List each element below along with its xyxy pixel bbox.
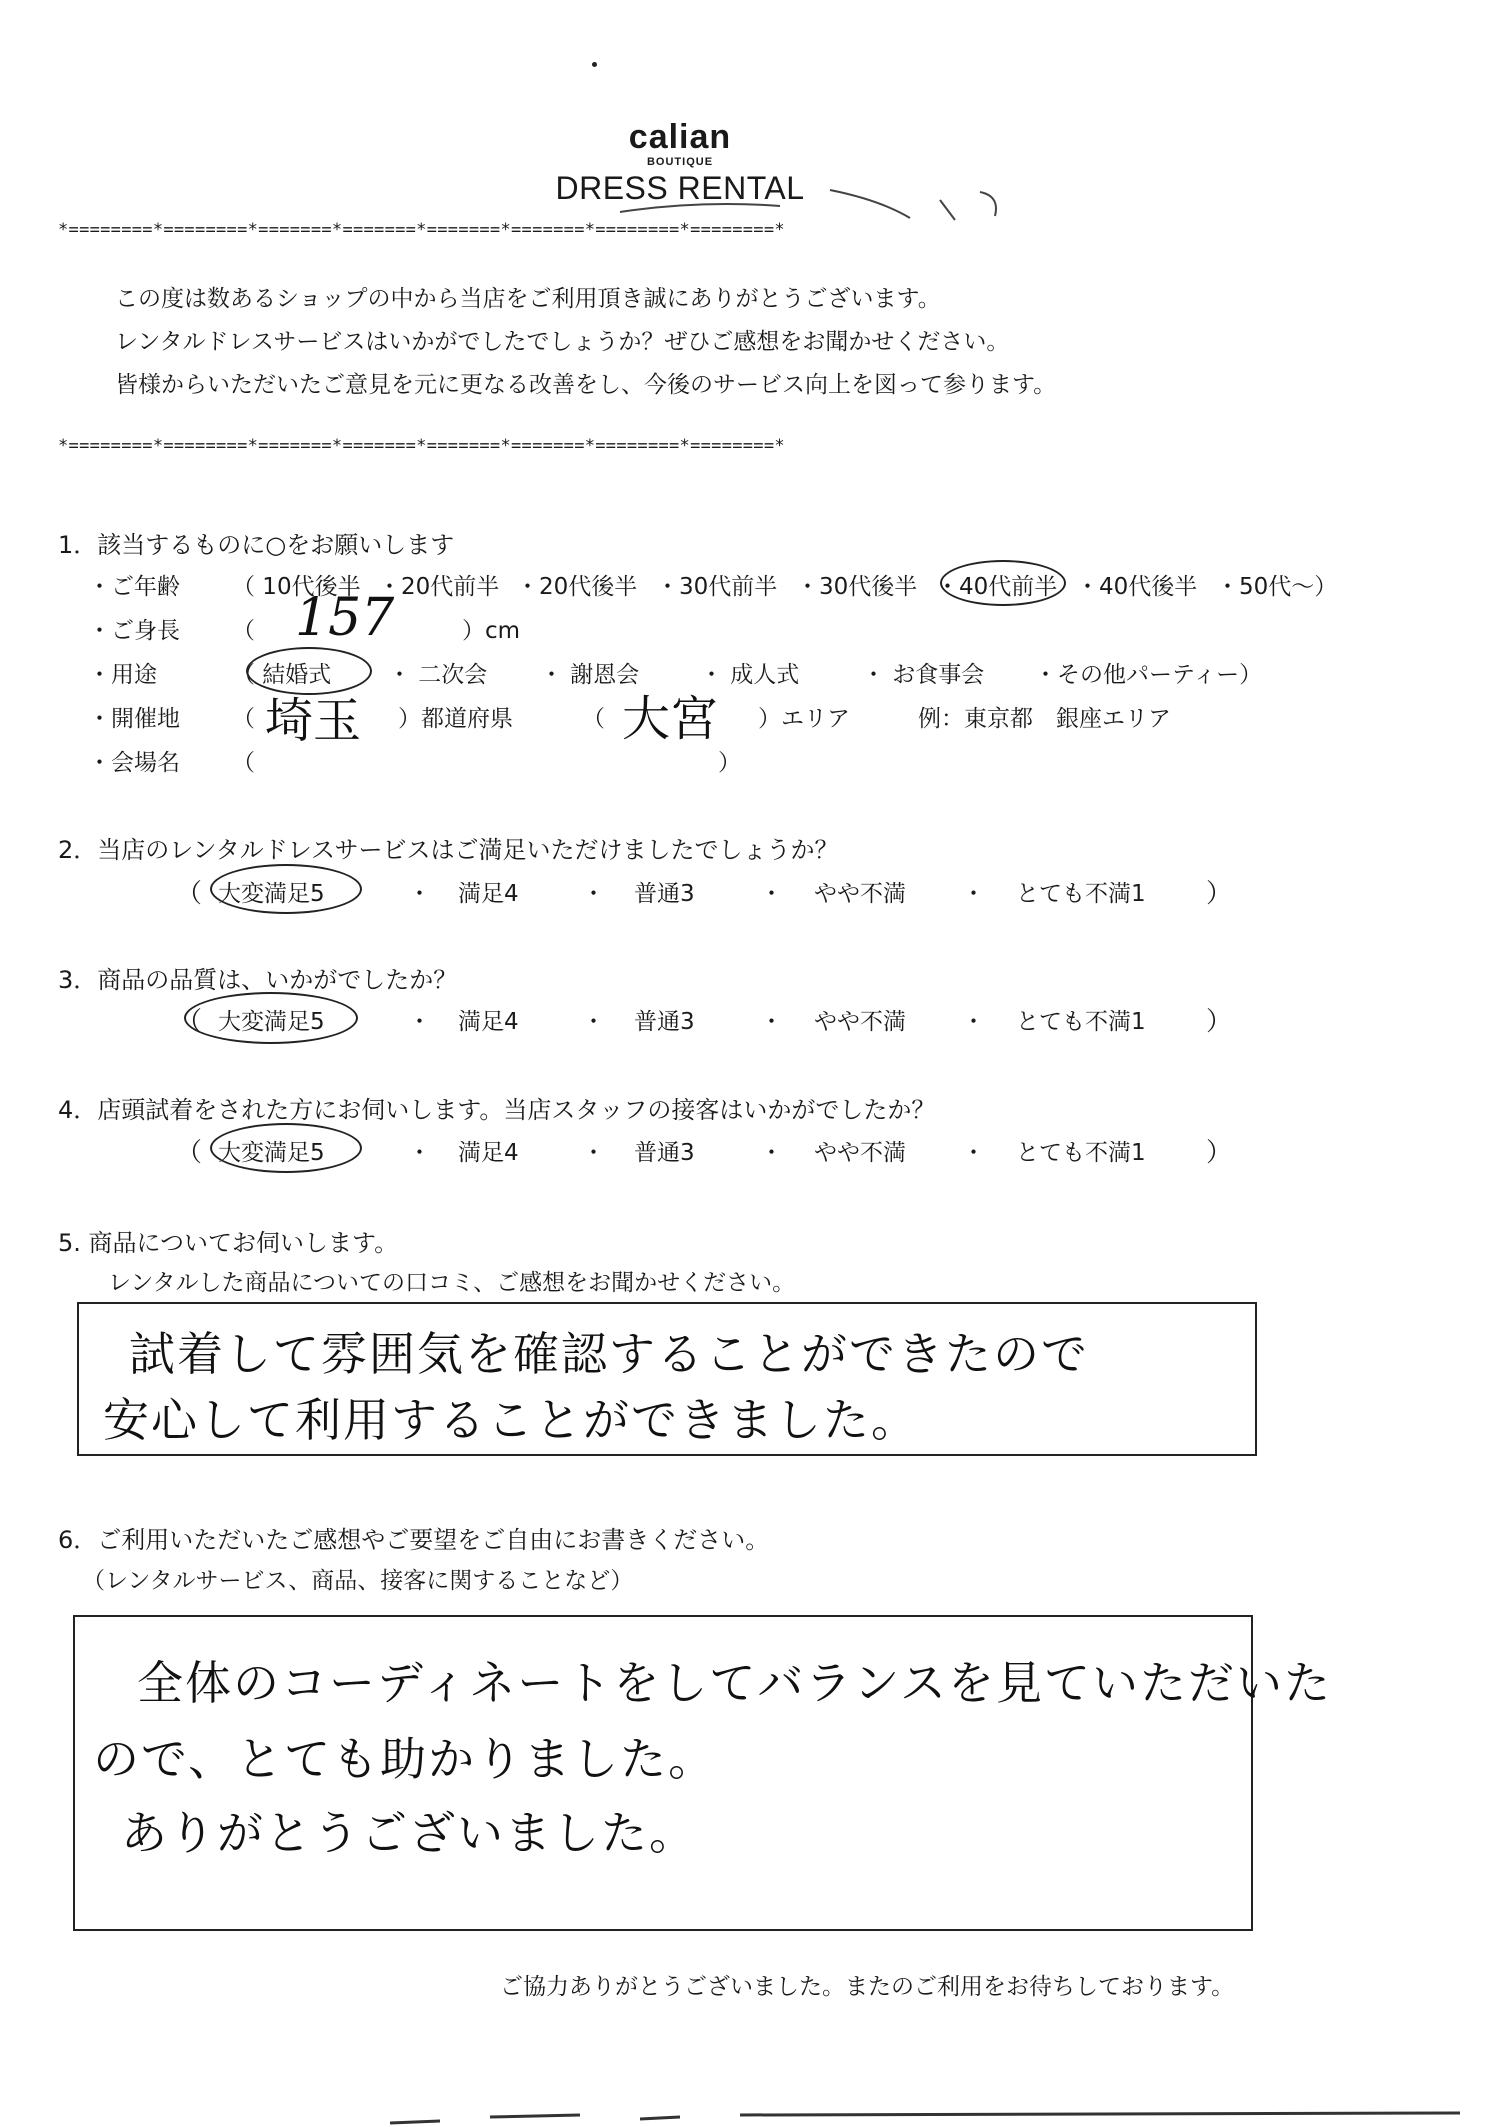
q3-separator: ・: [408, 1009, 431, 1035]
divider-bottom: *========*========*=======*=======*=======*=======*========*========*: [58, 436, 785, 456]
height-handwritten-value[interactable]: 157: [295, 588, 395, 648]
purpose-option-thank-you-party[interactable]: ・ 謝恩会: [540, 662, 640, 688]
age-option-30s-early[interactable]: ・30代前半: [656, 574, 778, 600]
height-label: ・ご身長: [88, 618, 180, 644]
q2-close-paren: ）: [1206, 879, 1233, 909]
q2-title: 2．当店のレンタルドレスサービスはご満足いただけましたでしょうか？: [58, 836, 839, 864]
q2-option-very-dissatisfied[interactable]: とても不満1: [1016, 881, 1146, 907]
divider-top: *========*========*=======*=======*=======*=======*========*========*: [58, 220, 785, 240]
q3-separator: ・: [760, 1009, 783, 1035]
q6-comment-box[interactable]: [73, 1615, 1332, 1931]
q2-option-neutral[interactable]: 普通3: [634, 881, 695, 907]
prefecture-open-paren: （: [232, 706, 255, 732]
prefecture-suffix: ）都道府県: [398, 706, 513, 732]
q4-separator: ・: [582, 1140, 605, 1166]
q3-option-very-satisfied[interactable]: 大変満足5: [218, 1009, 325, 1035]
intro-line-2: レンタルドレスサービスはいかがでしたでしょうか？ぜひご感想をお聞かせください。: [115, 329, 1010, 355]
q5-subtitle: レンタルした商品についての口コミ、ご感想をお聞かせください。: [108, 1270, 796, 1296]
height-open-paren: （: [232, 618, 255, 644]
q4-option-very-dissatisfied[interactable]: とても不満1: [1016, 1140, 1146, 1166]
q4-option-somewhat-dissatisfied[interactable]: やや不満: [814, 1140, 906, 1166]
q2-separator: ・: [408, 881, 431, 907]
q2-option-satisfied[interactable]: 満足4: [458, 881, 519, 907]
q3-option-somewhat-dissatisfied[interactable]: やや不満: [814, 1009, 906, 1035]
brand-subtitle: BOUTIQUE: [646, 156, 714, 168]
q5-comment-line-2: 安心して利用することができました。: [103, 1393, 919, 1447]
q6-comment-line-3: ありがとうございました。: [121, 1806, 697, 1860]
age-label: ・ご年齢: [88, 574, 180, 600]
area-handwritten-value[interactable]: 大宮: [622, 691, 719, 747]
age-option-20s-late[interactable]: ・20代後半: [516, 574, 638, 600]
age-option-50s[interactable]: ・50代〜）: [1216, 574, 1338, 600]
hall-name-label: ・会場名: [88, 750, 180, 776]
q5-comment-box[interactable]: [77, 1302, 1257, 1456]
q6-title: 6．ご利用いただいたご感想やご要望をご自由にお書きください。: [58, 1526, 770, 1554]
q3-close-paren: ）: [1206, 1007, 1233, 1037]
purpose-option-dinner[interactable]: ・ お食事会: [862, 662, 985, 688]
prefecture-handwritten-value[interactable]: 埼玉: [265, 693, 362, 749]
hall-close-paren: ）: [718, 750, 741, 776]
purpose-option-wedding[interactable]: （ 結婚式: [232, 662, 332, 688]
q4-open-paren: （: [176, 1138, 203, 1168]
q3-selection-circle: [184, 992, 358, 1044]
q3-separator: ・: [962, 1009, 985, 1035]
q2-option-somewhat-dissatisfied[interactable]: やや不満: [814, 881, 906, 907]
q5-title: 5. 商品についてお伺いします。: [58, 1229, 399, 1257]
age-selection-circle: [940, 560, 1066, 606]
height-unit: ）cm: [462, 618, 521, 644]
q4-selection-circle: [210, 1123, 362, 1173]
footer-thanks: ご協力ありがとうございました。またのご利用をお待ちしております。: [500, 1974, 1235, 2000]
q2-option-very-satisfied[interactable]: 大変満足5: [218, 881, 325, 907]
purpose-option-coming-of-age[interactable]: ・ 成人式: [700, 662, 800, 688]
age-option-10s-late[interactable]: （ 10代後半: [232, 574, 361, 600]
q6-comment-line-2: ので、とても助かりました。: [93, 1732, 717, 1786]
brand-name: calian: [628, 118, 732, 156]
q2-separator: ・: [760, 881, 783, 907]
venue-label: ・開催地: [88, 706, 180, 732]
q5-comment-line-1: 試着して雰囲気を確認することができたので: [129, 1327, 1089, 1381]
q3-option-neutral[interactable]: 普通3: [634, 1009, 695, 1035]
brand-title: DRESS RENTAL: [555, 170, 805, 206]
q4-option-very-satisfied[interactable]: 大変満足5: [218, 1140, 325, 1166]
q3-title: 3．商品の品質は、いかがでしたか？: [58, 966, 458, 994]
q4-title: 4．店頭試着をされた方にお伺いします。当店スタッフの接客はいかがでしたか？: [58, 1096, 936, 1124]
q2-selection-circle: [210, 864, 362, 914]
q3-open-paren: （: [176, 1007, 203, 1037]
purpose-option-other-party[interactable]: ・その他パーティー）: [1034, 662, 1263, 688]
q2-separator: ・: [962, 881, 985, 907]
q3-option-satisfied[interactable]: 満足4: [458, 1009, 519, 1035]
q4-close-paren: ）: [1206, 1138, 1233, 1168]
venue-example: 例：東京都 銀座エリア: [918, 706, 1171, 732]
q4-separator: ・: [760, 1140, 783, 1166]
q2-separator: ・: [582, 881, 605, 907]
age-option-20s-early[interactable]: ・20代前半: [378, 574, 500, 600]
age-option-40s-late[interactable]: ・40代後半: [1076, 574, 1198, 600]
purpose-label: ・用途: [88, 662, 157, 688]
q4-option-neutral[interactable]: 普通3: [634, 1140, 695, 1166]
q3-option-very-dissatisfied[interactable]: とても不満1: [1016, 1009, 1146, 1035]
age-option-30s-late[interactable]: ・30代後半: [796, 574, 918, 600]
purpose-option-after-party[interactable]: ・ 二次会: [388, 662, 488, 688]
q2-open-paren: （: [176, 879, 203, 909]
q3-separator: ・: [582, 1009, 605, 1035]
q4-separator: ・: [408, 1140, 431, 1166]
q4-option-satisfied[interactable]: 満足4: [458, 1140, 519, 1166]
intro-line-3: 皆様からいただいたご意見を元に更なる改善をし、今後のサービス向上を図って参ります。: [115, 372, 1057, 398]
area-open-paren: （: [582, 706, 605, 732]
speck-mark: [592, 62, 597, 67]
q6-comment-line-1: 全体のコーディネートをしてバランスを見ていただいた: [137, 1656, 1332, 1710]
q6-subtitle: （レンタルサービス、商品、接客に関することなど）: [82, 1568, 634, 1594]
hall-open-paren: （: [232, 750, 255, 776]
q4-separator: ・: [962, 1140, 985, 1166]
area-suffix: ）エリア: [758, 706, 850, 732]
intro-line-1: この度は数あるショップの中から当店をご利用頂き誠にありがとうございます。: [115, 286, 941, 312]
age-option-40s-early[interactable]: ・40代前半: [936, 574, 1058, 600]
scan-edge-artifact: [380, 2105, 1490, 2127]
q1-title: 1．該当するものに○をお願いします: [58, 531, 455, 559]
